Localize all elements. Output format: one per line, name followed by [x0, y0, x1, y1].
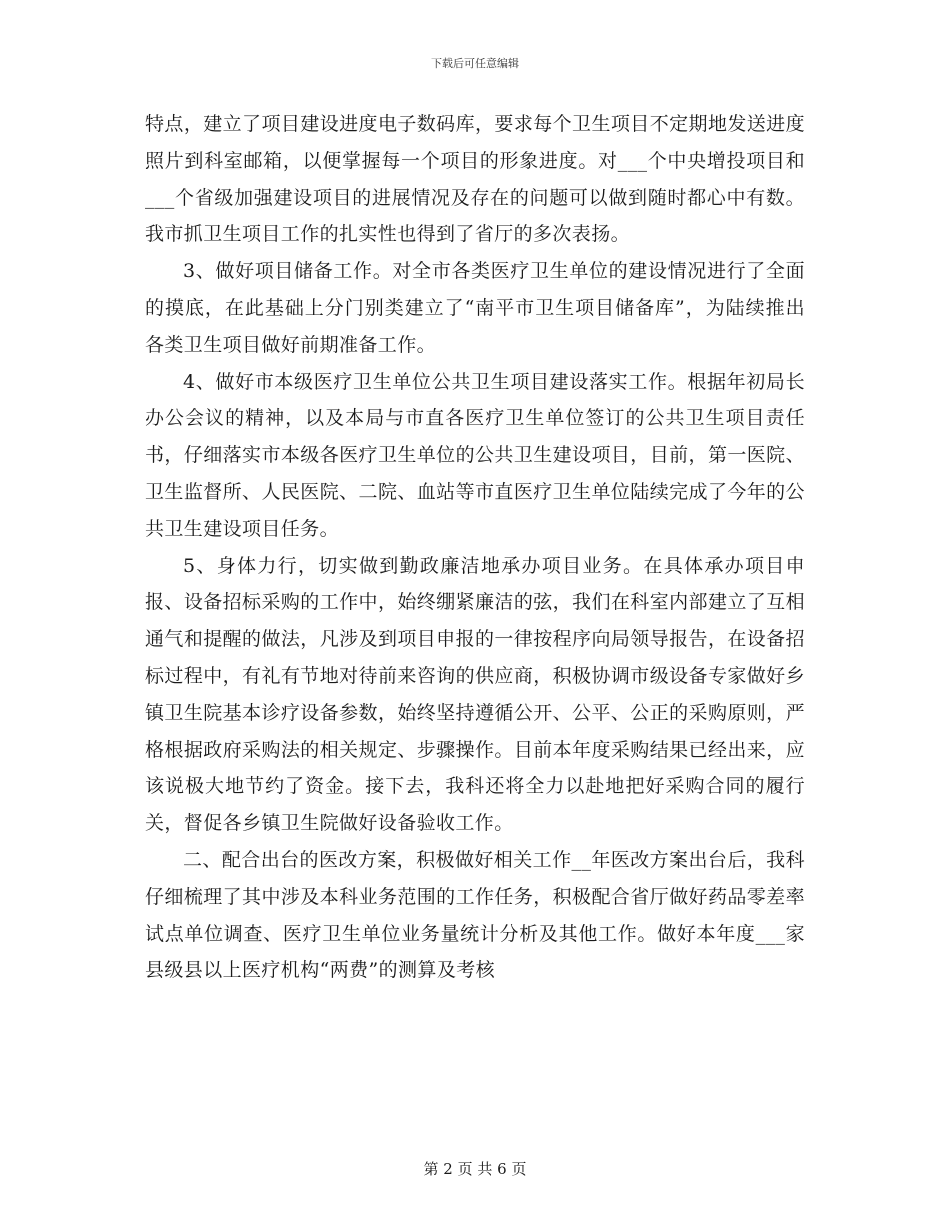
paragraph-5: 二、配合出台的医改方案，积极做好相关工作__年医改方案出台后，我科仔细梳理了其中涉及本科业务范围的工作任务，积极配合省厅做好药品零差率试点单位调查、医疗卫生单位业务量统计分析及其他工作。做好本年度___家县级县以上医疗机构“两费”的测算及考核 [145, 848, 805, 982]
paragraph-3: 4、做好市本级医疗卫生单位公共卫生项目建设落实工作。根据年初局长办公会议的精神，以及本局与市直各医疗卫生单位签订的公共卫生项目责任书，仔细落实市本级各医疗卫生单位的公共卫生建设项目，目前，第一医院、卫生监督所、人民医院、二院、血站等市直医疗卫生单位陆续完成了今年的公共卫生建设项目任务。 [145, 370, 805, 540]
document-body [145, 106, 805, 989]
page-footer: 第 2 页 共 6 页 [423, 1160, 527, 1178]
paragraph-1: 特点，建立了项目建设进度电子数码库，要求每个卫生项目不定期地发送进度照片到科室邮箱，以便掌握每一个项目的形象进度。对___个中央增投项目和___个省级加强建设项目的进展情况及存在的问题可以做到随时都心中有数。我市抓卫生项目工作的扎实性也得到了省厅的多次表扬。 [145, 113, 805, 246]
paragraph-4: 5、身体力行，切实做到勤政廉洁地承办项目业务。在具体承办项目申报、设备招标采购的工作中，始终绷紧廉洁的弦，我们在科室内部建立了互相通气和提醒的做法，凡涉及到项目申报的一律按程序向局领导报告，在设备招标过程中，有礼有节地对待前来咨询的供应商，积极协调市级设备专家做好乡镇卫生院基本诊疗设备参数，始终坚持遵循公开、公平、公正的采购原则，严格根据政府采购法的相关规定、步骤操作。目前本年度采购结果已经出来，应该说极大地节约了资金。接下去，我科还将全力以赴地把好采购合同的履行关，督促各乡镇卫生院做好设备验收工作。 [145, 554, 805, 835]
paragraph-2: 3、做好项目储备工作。对全市各类医疗卫生单位的建设情况进行了全面的摸底，在此基础上分门别类建立了“南平市卫生项目储备库”，为陆续推出各类卫生项目做好前期准备工作。 [145, 260, 805, 356]
page-header: 下载后可任意编辑 [431, 57, 519, 70]
